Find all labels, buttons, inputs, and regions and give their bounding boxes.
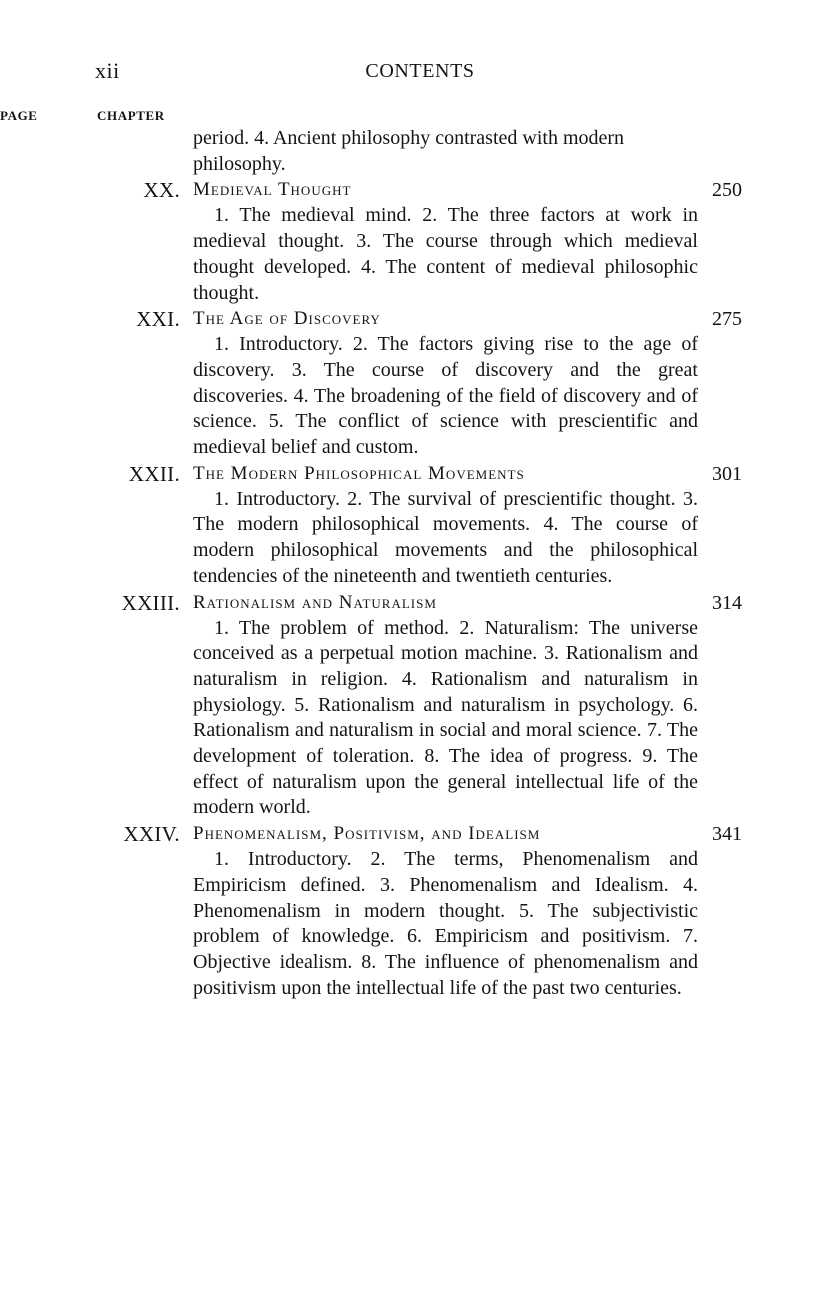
table-of-contents xyxy=(0,126,840,1001)
chapter-title xyxy=(193,821,700,847)
running-title: CONTENTS xyxy=(365,60,475,82)
toc-entry-title-line xyxy=(0,590,840,616)
chapter-title xyxy=(193,177,700,203)
page-folio: xii xyxy=(95,58,120,83)
chapter-numeral: XXI. xyxy=(136,307,180,332)
chapter-title xyxy=(193,461,700,487)
toc-entry-title-line xyxy=(0,461,840,487)
chapter-page-number: 314 xyxy=(712,591,742,614)
chapter-numeral: XXIV. xyxy=(123,822,180,847)
chapter-page-number: 250 xyxy=(712,179,742,202)
toc-entry-title-line xyxy=(0,177,840,203)
chapter-title-text: The Modern Philosophical Movements xyxy=(193,463,529,484)
chapter-title xyxy=(193,306,700,332)
page-column-label: PAGE xyxy=(0,108,38,123)
chapter-page-number: 301 xyxy=(712,462,742,485)
chapter-title-text: Phenomenalism, Positivism, and Idealism xyxy=(193,823,544,844)
continued-description: period. 4. Ancient philosophy contrasted with modern philosophy. xyxy=(193,127,625,175)
chapter-title-text: Medieval Thought xyxy=(193,179,355,200)
chapter-column-label: CHAPTER xyxy=(97,108,165,123)
chapter-page-number: 341 xyxy=(712,823,742,846)
chapter-title-text: Rationalism and Naturalism xyxy=(193,592,441,613)
chapter-page-number: 275 xyxy=(712,308,742,331)
chapter-numeral: XXIII. xyxy=(121,590,180,615)
chapter-description: 1. Introductory. 2. The terms, Phenomenalism and Empiricism defined. 3. Phenomenalism and Idealism. 4. Phenomenalism in modern thought. 5. The subjectivistic problem of knowledge. 6. Empiricism and positivism. 7. Objective idealism. 8. The influence of phenomenalism and positivism upon the intellectual life of the past two centuries. xyxy=(193,848,698,999)
toc-entry-xxiii xyxy=(0,590,840,822)
chapter-numeral: XXII. xyxy=(128,461,180,486)
toc-entry-xx xyxy=(0,177,840,306)
toc-entry-xxii xyxy=(0,461,840,590)
chapter-description: 1. Introductory. 2. The survival of prescientific thought. 3. The modern philosophical movements. 4. The course of modern philosophical movements and the philosophical tendencies of the nineteenth and twentieth centuries. xyxy=(193,487,698,587)
chapter-title xyxy=(193,590,700,616)
chapter-description: 1. Introductory. 2. The factors giving rise to the age of discovery. 3. The course of discovery and the great discoveries. 4. The broadening of the field of discovery and of science. 5. The conflict of science with prescientific and medieval belief and custom. xyxy=(193,333,698,459)
chapter-description: 1. The medieval mind. 2. The three factors at work in medieval thought. 3. The course through which medieval thought developed. 4. The content of medieval philosophic thought. xyxy=(193,204,698,304)
toc-entry-title-line xyxy=(0,306,840,332)
chapter-numeral: XX. xyxy=(143,178,180,203)
toc-entry-title-line xyxy=(0,821,840,847)
toc-entry-xxi xyxy=(0,306,840,461)
chapter-title-text: The Age of Discovery xyxy=(193,308,385,329)
toc-entry-xxiv xyxy=(0,821,840,1001)
chapter-description: 1. The problem of method. 2. Naturalism: The universe conceived as a perpetual motion machine. 3. Rationalism and naturalism in religion. 4. Rationalism and naturalism in physiology. 5. Rationalism and naturalism in psychology. 6. Rationalism and naturalism in social and moral science. 7. The development of toleration. 8. The idea of progress. 9. The effect of naturalism upon the general intellectual life of the modern world. xyxy=(193,616,698,819)
